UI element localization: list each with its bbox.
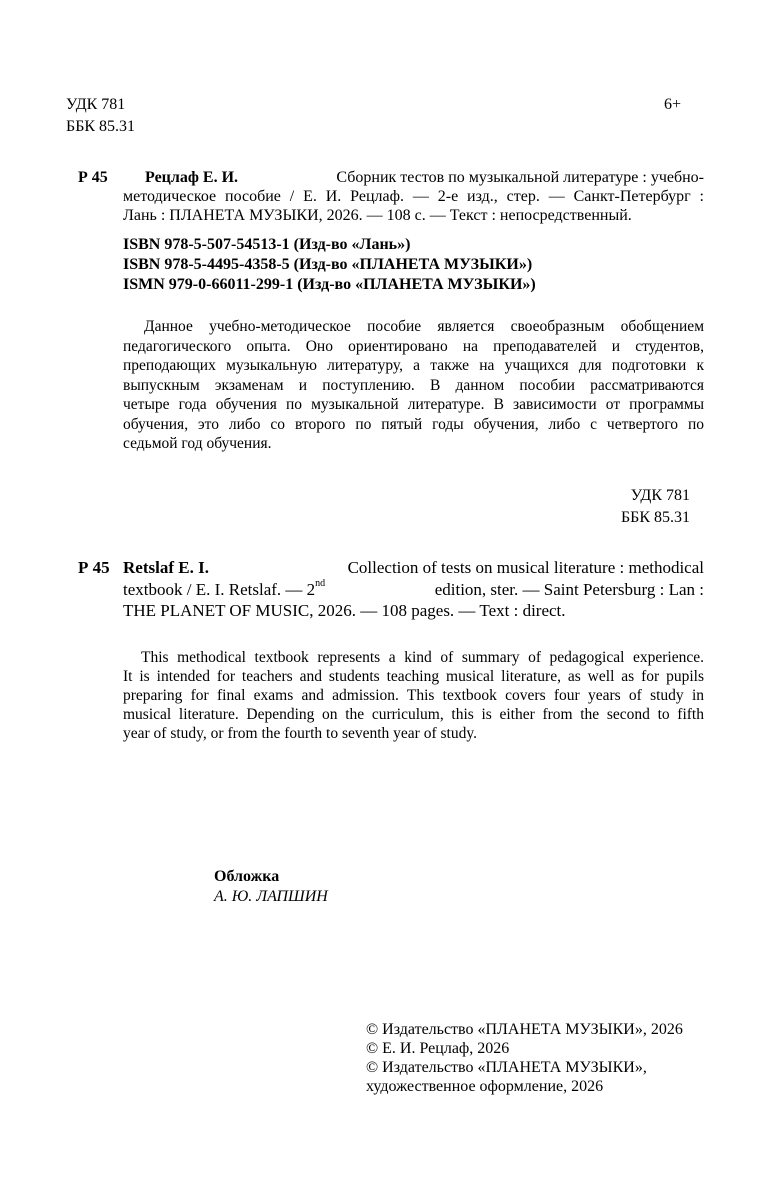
- cover-artist: А. Ю. ЛАПШИН: [214, 888, 328, 905]
- en-author: Retslaf E. I.: [123, 558, 209, 577]
- en-line-2-start: [123, 579, 325, 601]
- age-rating: 6+: [664, 96, 682, 113]
- ru-title-start: Сборник тестов по музыкальной литературе : учебно-: [336, 169, 704, 186]
- ru-description-line: выпускным экзаменам и поступлению. В данном пособии рассматриваются: [123, 376, 704, 394]
- cover-label: Обложка: [214, 868, 280, 885]
- edition-superscript: nd: [315, 578, 326, 590]
- ru-record-code: Р 45: [78, 169, 108, 186]
- en-line-2-pre: textbook / E. I. Retslaf. — 2: [123, 580, 316, 599]
- en-description-line: year of study, or from the fourth to seventh year of study.: [123, 725, 477, 742]
- en-record-line-2: [123, 579, 704, 601]
- isbn-lan: ISBN 978-5-507-54513-1 (Изд-во «Лань»): [123, 236, 411, 253]
- ru-description-line: обучения, это либо со второго по пятый годы обучения, либо с четвертого по: [123, 415, 704, 433]
- en-description-line: preparing for final exams and admission. This textbook covers four years of study in: [123, 687, 704, 704]
- ru-description-line: преподающих музыкальную литературу, а также на учащихся для подготовки к: [123, 357, 704, 374]
- en-record-line-1: [123, 557, 704, 579]
- ru-record-line-2: методическое пособие / Е. И. Рецлаф. — 2-е изд., стер. — Санкт-Петербург :: [123, 188, 704, 205]
- udk-code: УДК 781: [66, 96, 126, 113]
- en-bbk-code: ББК 85.31: [620, 509, 690, 526]
- copyright-line: © Издательство «ПЛАНЕТА МУЗЫКИ», 2026: [366, 1021, 683, 1038]
- ru-description-line: Данное учебно-методическое пособие является своеобразным обобщением: [144, 318, 704, 335]
- en-udk-code: УДК 781: [630, 487, 690, 504]
- en-title-start: Collection of tests on musical literature : methodical: [347, 558, 704, 577]
- bbk-code: ББК 85.31: [66, 118, 136, 135]
- ru-description-line: четыре года обучения по музыкальной литературе. В зависимости от программы: [123, 396, 704, 413]
- copyright-line: © Е. И. Рецлаф, 2026: [366, 1040, 510, 1057]
- ru-description-line: седьмой год обучения.: [123, 435, 272, 452]
- ru-author: Рецлаф Е. И.: [145, 169, 239, 186]
- ismn-planeta: ISMN 979-0-66011-299-1 (Изд-во «ПЛАНЕТА МУЗЫКИ»): [123, 276, 536, 293]
- ru-record-line-3: Лань : ПЛАНЕТА МУЗЫКИ, 2026. — 108 с. — Текст : непосредственный.: [123, 207, 632, 224]
- en-line-2-end: edition, ster. — Saint Petersburg : Lan :: [434, 580, 704, 599]
- ru-description-line: педагогического опыта. Оно ориентировано на преподавателей и студентов,: [123, 337, 704, 355]
- en-description-line: This methodical textbook represents a kind of summary of pedagogical experience.: [141, 649, 704, 666]
- copyright-line: © Издательство «ПЛАНЕТА МУЗЫКИ»,: [366, 1059, 647, 1076]
- isbn-planeta: ISBN 978-5-4495-4358-5 (Изд-во «ПЛАНЕТА МУЗЫКИ»): [123, 256, 533, 273]
- en-record-code: Р 45: [78, 558, 110, 577]
- en-description-line: musical literature. Depending on the curriculum, this is either from the second to fifth: [123, 706, 704, 723]
- copyright-line: художественное оформление, 2026: [366, 1078, 604, 1095]
- en-description-line: It is intended for teachers and students teaching musical literature, as well as for pupils: [123, 668, 704, 685]
- ru-record-line-1: [145, 168, 704, 187]
- en-record-line-3: THE PLANET OF MUSIC, 2026. — 108 pages. — Text : direct.: [123, 601, 566, 620]
